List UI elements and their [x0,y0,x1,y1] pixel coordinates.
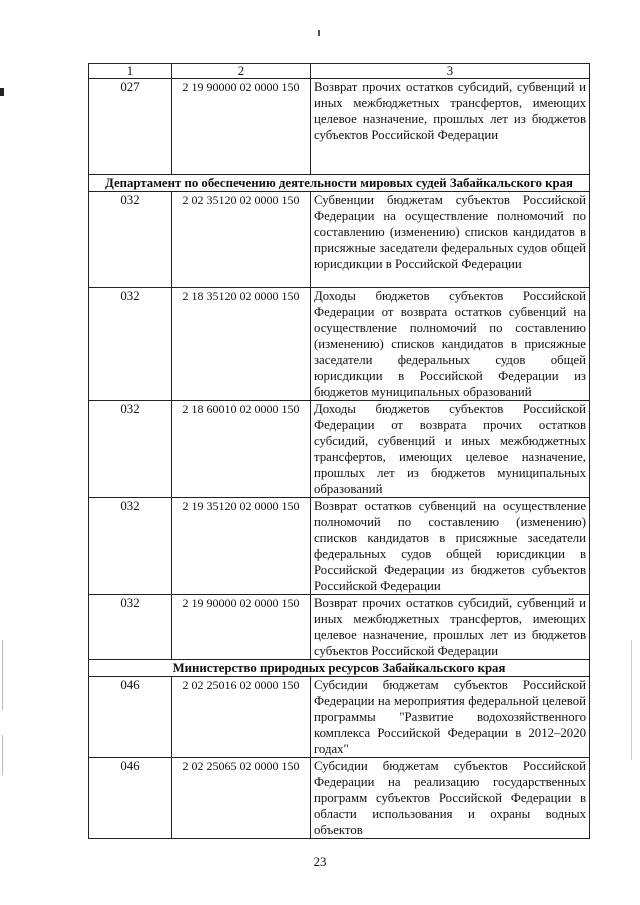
scan-artifact [318,30,320,36]
kbk-cell: 2 19 35120 02 0000 150 [172,498,311,595]
page-number: 23 [313,854,327,869]
kbk-cell: 2 02 35120 02 0000 150 [172,192,311,288]
kbk-cell: 2 02 25065 02 0000 150 [172,758,311,839]
table-row [89,498,590,595]
kbk-cell: 2 02 25016 02 0000 150 [172,677,311,758]
description-cell: Субсидии бюджетам субъектов Российской Федерации на мероприятия федеральной целевой программы "Развитие водохозяйственного комплекса Российской Федерации в 2012–2020 годах" [311,677,590,758]
section-title: Министерство природных ресурсов Забайкальского края [89,660,590,677]
admin-code-cell: 032 [89,498,172,595]
description-cell: Возврат прочих остатков субсидий, субвенций и иных межбюджетных трансфертов, имеющих целевое назначение, прошлых лет из бюджетов субъектов Российской Федерации [311,79,590,175]
description-cell: Доходы бюджетов субъектов Российской Федерации от возврата остатков субвенций на осуществление полномочий по составлению (изменению) списков кандидатов в присяжные заседатели федеральных судов общей юрисдикции в Российской Федерации из бюджетов муниципальных образований [311,288,590,401]
table-row [89,595,590,660]
kbk-cell: 2 19 90000 02 0000 150 [172,595,311,660]
description-cell: Возврат прочих остатков субсидий, субвенций и иных межбюджетных трансфертов, имеющих целевое назначение, прошлых лет из бюджетов субъектов Российской Федерации [311,595,590,660]
table-row [89,401,590,498]
description-cell: Субсидии бюджетам субъектов Российской Федерации на реализацию государственных программ субъектов Российской Федерации в области использования и охраны водных объектов [311,758,590,839]
admin-code-cell: 032 [89,192,172,288]
admin-code-cell: 046 [89,758,172,839]
scan-edge-line [2,735,3,775]
admin-code-cell: 027 [89,79,172,175]
header-col-3: 3 [311,64,590,79]
section-row [89,660,590,677]
table-row [89,677,590,758]
header-col-1: 1 [89,64,172,79]
table-row [89,288,590,401]
table-row [89,79,590,175]
section-title: Департамент по обеспечению деятельности мировых судей Забайкальского края [89,175,590,192]
header-row [89,64,590,79]
admin-code-cell: 046 [89,677,172,758]
scan-edge-line [2,640,3,710]
scan-edge-line [631,640,632,760]
revenue-table [88,63,590,839]
admin-code-cell: 032 [89,288,172,401]
table-row [89,192,590,288]
admin-code-cell: 032 [89,401,172,498]
section-row [89,175,590,192]
description-cell: Возврат остатков субвенций на осуществление полномочий по составлению (изменению) списков кандидатов в присяжные заседатели федеральных судов общей юрисдикции в Российской Федерации из бюджетов субъектов Российской Федерации [311,498,590,595]
kbk-cell: 2 18 60010 02 0000 150 [172,401,311,498]
description-cell: Доходы бюджетов субъектов Российской Федерации от возврата прочих остатков субсидий, субвенций и иных межбюджетных трансфертов, имеющих целевое назначение, прошлых лет из бюджетов муниципальных образований [311,401,590,498]
header-col-2: 2 [172,64,311,79]
description-cell: Субвенции бюджетам субъектов Российской Федерации на осуществление полномочий по составлению (изменению) списков кандидатов в присяжные заседатели федеральных судов общей юрисдикции в Российской Федерации [311,192,590,288]
kbk-cell: 2 19 90000 02 0000 150 [172,79,311,175]
binding-mark [0,88,4,96]
kbk-cell: 2 18 35120 02 0000 150 [172,288,311,401]
admin-code-cell: 032 [89,595,172,660]
table-row [89,758,590,839]
